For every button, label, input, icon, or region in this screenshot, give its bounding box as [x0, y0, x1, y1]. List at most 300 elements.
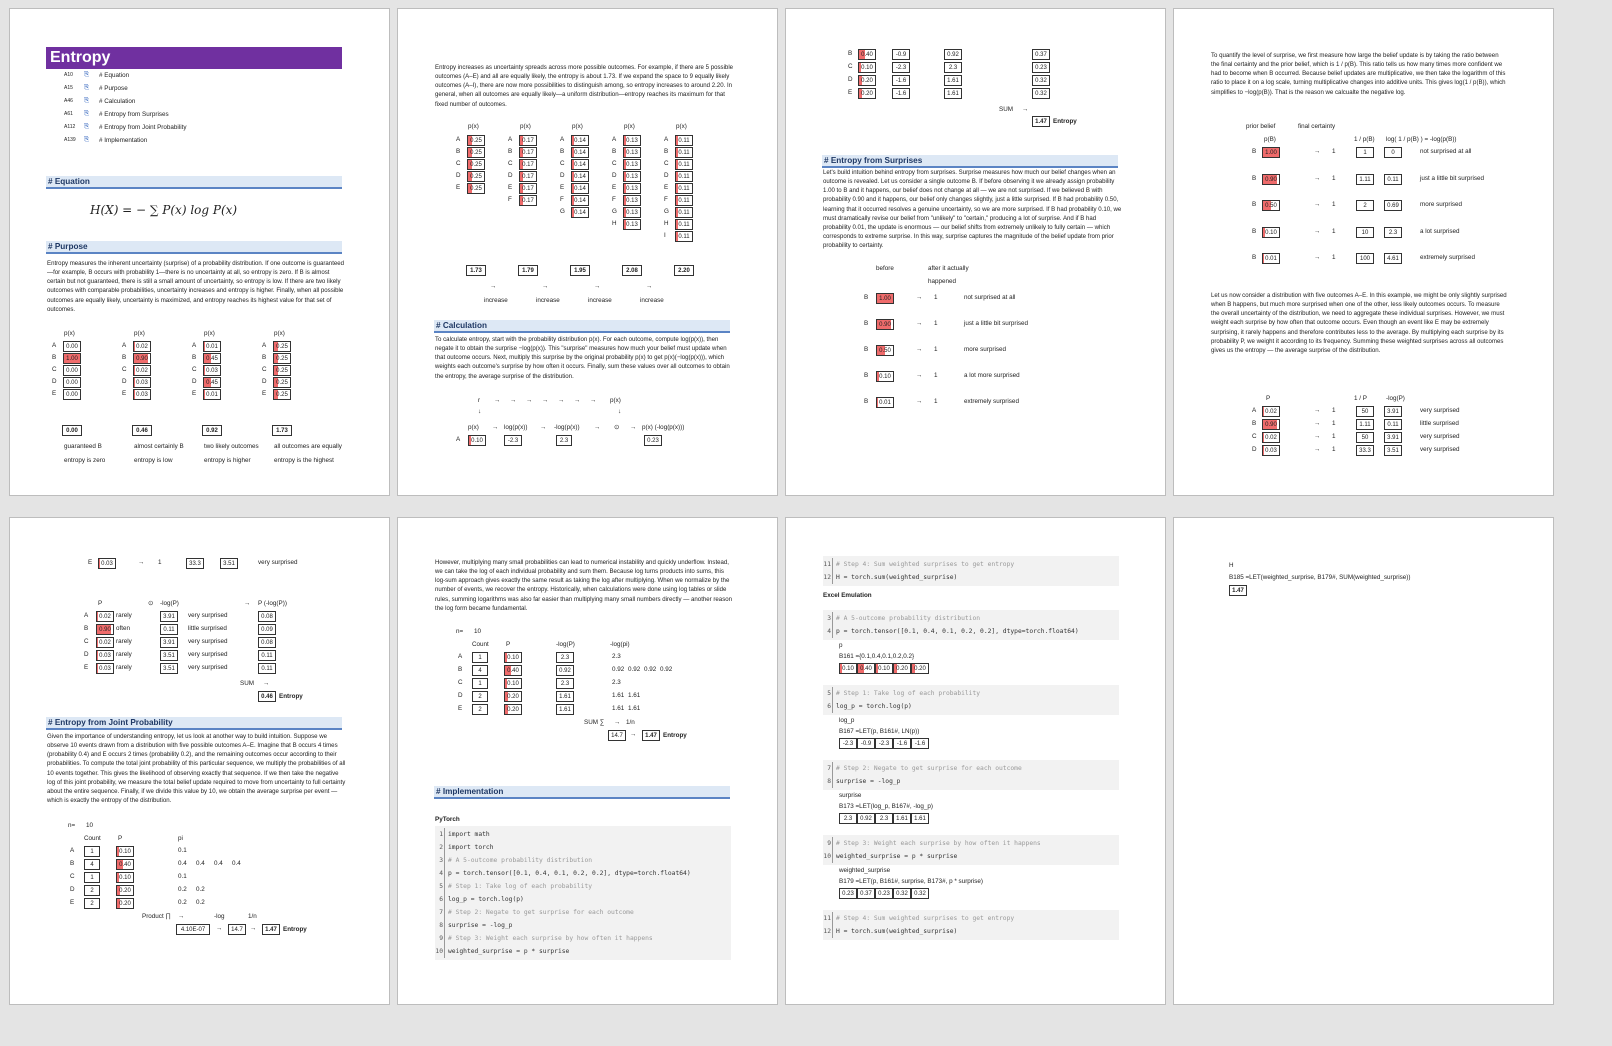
- row-letter: E: [458, 705, 463, 712]
- surprise-description: a lot more surprised: [964, 372, 1020, 379]
- prior-cell: [876, 319, 894, 330]
- cell-value: 10: [1361, 229, 1369, 236]
- logsum-paragraph: However, multiplying many small probabilities can lead to numerical instability and quickly underflow. Instead, we can take the log of each individual probability and sum them. Because log turns products into sums, this log-sum approach gives exactly the same result as taking the log after multiplying. When we normalize by the number of events, we recover the entropy. Historically, when calculations were done using log tables or slide rules, summing logarithms was also far easier than multiplying many small numbers directly — another reason the log form became fundamental.: [435, 559, 733, 612]
- cell-value: 2: [90, 901, 94, 907]
- page-3: [785, 8, 1166, 496]
- cell-value: 0.10: [471, 438, 483, 444]
- pi-value: 1.61: [628, 705, 641, 712]
- uniform-tables: [454, 123, 754, 313]
- surprise-description: very surprised: [1420, 433, 1460, 440]
- neglog-cell: [556, 435, 572, 446]
- cell-value: 0.17: [522, 138, 534, 144]
- certainty-value: 1: [1332, 433, 1336, 440]
- cell-value: 0.00: [66, 380, 78, 386]
- array-cell: [839, 813, 857, 824]
- cell-value: -1.6: [895, 78, 907, 84]
- cell-value: 0.40: [507, 668, 519, 674]
- row-letter: H: [612, 220, 617, 227]
- surprise-description: very surprised: [188, 664, 228, 671]
- cell-value: 0.13: [626, 162, 638, 168]
- surprise-description: very surprised: [188, 638, 228, 645]
- prior-cell: [1262, 174, 1280, 185]
- header-p: P: [506, 641, 511, 648]
- p-cell: [858, 62, 876, 73]
- pi-value: 0.92: [612, 666, 625, 673]
- arrow: →: [1314, 201, 1321, 208]
- probability-cell: [623, 159, 641, 170]
- probability-cell: [203, 377, 221, 388]
- code-line: [823, 558, 1119, 571]
- header-p: P: [118, 835, 123, 842]
- log-cell: [1384, 445, 1402, 456]
- cell-value: 1.61: [896, 816, 908, 822]
- log-cell: [1384, 174, 1402, 185]
- cell-value: 0.13: [626, 210, 638, 216]
- row-letter: B: [664, 148, 669, 155]
- line-number: 1: [435, 828, 445, 841]
- code-comment: # Step 2: Negate to get surprise for each outcome: [448, 909, 634, 916]
- cell-value: 0.90: [1265, 422, 1277, 428]
- count-cell: [84, 885, 100, 896]
- cell-value: 1.47: [265, 927, 277, 933]
- variable-label: surprise: [839, 792, 862, 799]
- cell-value: 0.20: [119, 888, 131, 894]
- column-header: p(x): [134, 330, 145, 337]
- row-letter: D: [1252, 446, 1257, 453]
- code-comment: # Step 4: Sum weighted surprises to get entropy: [836, 915, 1015, 922]
- neglog-cell: [944, 49, 962, 60]
- log-cell: [160, 624, 178, 635]
- probability-cell: [203, 389, 221, 400]
- cell-value: 0.32: [914, 891, 926, 897]
- p-cell: [504, 665, 522, 676]
- header-p: P: [98, 600, 103, 607]
- array-cell: [893, 888, 911, 899]
- p-cell: [96, 663, 114, 674]
- probability-cell: [203, 341, 221, 352]
- entropy-cell: [262, 924, 280, 935]
- line-number: 3: [435, 854, 445, 867]
- cell-value: 1.61: [559, 707, 571, 713]
- cell-value: -0.9: [860, 741, 872, 747]
- certainty-value: 1: [158, 559, 162, 566]
- link-icon: ⎘: [84, 84, 90, 91]
- cell-value: 2.08: [626, 268, 638, 274]
- array-cell: [911, 813, 929, 824]
- cell-value: 0.14: [574, 150, 586, 156]
- arrow: →: [1314, 174, 1321, 182]
- row-letter: D: [52, 378, 57, 385]
- code-line: [823, 700, 1119, 713]
- row-letter: B: [122, 354, 127, 361]
- arrow: →: [1314, 148, 1321, 155]
- code-text: weighted_surprise = p * surprise: [836, 853, 958, 860]
- certainty-value: 1: [1332, 446, 1336, 453]
- cell-value: 0.90: [879, 322, 891, 328]
- joint-probability-table: [66, 822, 366, 952]
- code-line: [823, 837, 1119, 850]
- weighted-paragraph: Let us now consider a distribution with five outcomes A–E. In this example, we might be only slightly surprised when B happens, but much more surprised when one of the other, less likely outcomes occurs. To measure the overall uncertainty of the distribution, we need to aggregate these individual surprises. However, we must weight each surprise by how often that outcome occurs. Even though an event like E may be extremely surprising, it rarely happens and therefore contributes less to the average. By multiplying each surprise by its probability P, we weight it according to its frequency. Summing these weighted surprises across all outcomes gives us the entropy — the average surprise of the distribution.: [1211, 292, 1507, 354]
- row-letter: E: [84, 664, 89, 671]
- code-text: import math: [448, 831, 490, 838]
- code-block: [823, 760, 1119, 790]
- toc-link[interactable]: # Equation: [99, 72, 130, 79]
- certainty-value: 1: [1332, 174, 1336, 182]
- caption-line-1: almost certainly B: [134, 443, 184, 450]
- cell-value: 3.51: [163, 666, 175, 672]
- probability-cell: [467, 135, 485, 146]
- probability-cell: [623, 207, 641, 218]
- toc-link[interactable]: # Entropy from Joint Probability: [99, 124, 187, 131]
- line-number: 12: [823, 925, 833, 938]
- p-cell: [96, 611, 114, 622]
- pi-value: 0.2: [196, 899, 205, 906]
- cell-value: 0.11: [678, 150, 690, 156]
- toc-link[interactable]: # Calculation: [99, 98, 136, 105]
- neglog-cell: [556, 704, 574, 715]
- p-cell: [116, 859, 134, 870]
- line-number: 9: [435, 932, 445, 945]
- n-value: 10: [474, 628, 482, 635]
- arrow: →: [494, 397, 501, 404]
- line-number: 10: [435, 945, 445, 958]
- cell-value: 0.40: [860, 666, 872, 672]
- arrow: →: [916, 346, 923, 353]
- arrow: →: [916, 320, 923, 327]
- cell-value: 0.23: [647, 438, 659, 444]
- line-number: 10: [823, 850, 833, 863]
- header-pb: p(B): [1264, 136, 1276, 143]
- array-cell: [857, 888, 875, 899]
- code-line: [435, 945, 731, 958]
- row-letter: E: [848, 89, 853, 96]
- column-header: p(x): [64, 330, 75, 337]
- cell-value: 0.25: [470, 150, 482, 156]
- code-line: [823, 571, 1119, 584]
- row-letter: E: [192, 390, 197, 397]
- surprise-description: very surprised: [188, 612, 228, 619]
- probability-cell: [273, 353, 291, 364]
- inverse-cell: [1356, 253, 1374, 264]
- count-cell: [472, 652, 488, 663]
- pi-value: 1.61: [628, 692, 641, 699]
- count-cell: [472, 704, 488, 715]
- cell-value: 0.90: [99, 627, 111, 633]
- cell-value: 0.14: [574, 210, 586, 216]
- cell-value: 0.09: [261, 627, 273, 633]
- cell-value: 0.40: [861, 52, 873, 58]
- code-line: [823, 687, 1119, 700]
- row-letter: C: [848, 63, 853, 70]
- arrow: →: [574, 397, 581, 404]
- cell-value: 1.11: [1359, 422, 1371, 428]
- cell-value: 0.11: [678, 186, 690, 192]
- code-text: H = torch.sum(weighted_surprise): [836, 928, 958, 935]
- h-value-cell: 1.47: [1229, 585, 1247, 596]
- arrow: →: [250, 925, 257, 932]
- p-cell: [116, 846, 134, 857]
- probability-cell: [675, 195, 693, 206]
- certainty-value: 1: [1332, 227, 1336, 235]
- frequency-label: rarely: [116, 612, 132, 619]
- cell-value: 0.20: [507, 707, 519, 713]
- cell-value: 0.10: [119, 849, 131, 855]
- weighted-cell: [1032, 75, 1050, 86]
- row-letter: B: [458, 666, 463, 673]
- caption-line-2: entropy is higher: [204, 457, 251, 464]
- link-icon: ⎘: [84, 110, 90, 117]
- code-text: H = torch.sum(weighted_surprise): [836, 574, 958, 581]
- p-cell: [504, 704, 522, 715]
- cell-value: 0.00: [66, 344, 78, 350]
- entropy-cell: [132, 425, 152, 436]
- cell-value: 0.03: [1265, 448, 1277, 454]
- calc-header: -log(p(x)): [554, 424, 580, 431]
- cell-value: 0.11: [678, 198, 690, 204]
- row-letter: A: [52, 342, 57, 349]
- page-4: [1173, 8, 1554, 496]
- entropy-cell: [570, 265, 590, 276]
- n-label: n=: [456, 628, 464, 635]
- cell-value: 0.20: [119, 901, 131, 907]
- cell-value: 0.01: [1265, 256, 1277, 262]
- surprise-description: not surprised at all: [1420, 148, 1472, 155]
- calc-header: p(x): [468, 424, 479, 431]
- entropy-cell: [642, 730, 660, 741]
- cell-value: 0.08: [261, 614, 273, 620]
- cell-value: 3.91: [1387, 409, 1399, 415]
- code-line: [823, 912, 1119, 925]
- link-icon: ⎘: [84, 136, 90, 143]
- cell-value: 0.03: [99, 666, 111, 672]
- caption-line-2: entropy is low: [134, 457, 173, 464]
- cell-value: 2.20: [678, 268, 690, 274]
- p-cell: [96, 624, 114, 635]
- weighted-cell: [1032, 49, 1050, 60]
- row-letter: A: [456, 436, 461, 443]
- cell-value: 4: [90, 862, 94, 868]
- neglog-cell: [944, 62, 962, 73]
- div-label: 1/n: [626, 719, 635, 726]
- line-number: 5: [823, 687, 833, 700]
- p-cell: [468, 435, 486, 446]
- cell-value: 0.37: [1035, 52, 1047, 58]
- row-letter: B: [1252, 254, 1257, 261]
- cell-value: 1: [90, 875, 94, 881]
- cell-value: 0.10: [861, 65, 873, 71]
- weighted-cell: [1032, 62, 1050, 73]
- row-letter: E: [560, 184, 565, 191]
- neglog-cell: [944, 75, 962, 86]
- probability-cell: [467, 147, 485, 158]
- header-log: -log(P): [160, 600, 179, 607]
- log-cell: [504, 435, 522, 446]
- column-header: p(x): [572, 123, 583, 130]
- cell-value: 0.02: [99, 640, 111, 646]
- calculation-diagram: [454, 397, 754, 457]
- row-letter: D: [664, 172, 669, 179]
- pytorch-label: PyTorch: [435, 816, 460, 823]
- entropy-summary-table: [842, 49, 1142, 129]
- cell-value: 3.91: [1387, 435, 1399, 441]
- row-letter: D: [508, 172, 513, 179]
- pi-value: 2.3: [612, 679, 621, 686]
- row-letter: D: [262, 378, 267, 385]
- line-number: 6: [435, 893, 445, 906]
- pi-value: 0.92: [628, 666, 641, 673]
- code-comment: # Step 4: Sum weighted surprises to get entropy: [836, 561, 1015, 568]
- certainty-value: 1: [1332, 148, 1336, 155]
- probability-cell: [571, 171, 589, 182]
- cell-value: -1.6: [914, 741, 926, 747]
- cell-value: 50: [1361, 435, 1369, 441]
- cell-value: 0.10: [1265, 229, 1277, 236]
- code-block: [823, 610, 1119, 640]
- code-line: [435, 867, 731, 880]
- cell-value: 3.51: [223, 561, 235, 567]
- row-letter: F: [612, 196, 616, 203]
- line-number: 12: [823, 571, 833, 584]
- probability-cell: [623, 135, 641, 146]
- array-cell: [911, 738, 929, 749]
- probability-cell: [467, 159, 485, 170]
- header-count: Count: [84, 835, 101, 842]
- cell-value: 2.3: [948, 65, 958, 71]
- probability-cell: [467, 183, 485, 194]
- probability-cell: [519, 147, 537, 158]
- cell-value: 0.11: [261, 653, 273, 659]
- cell-value: 0.25: [276, 344, 288, 350]
- arrow: →: [510, 397, 517, 404]
- cell-value: 14.7: [611, 733, 623, 739]
- weighted-cell: [258, 611, 276, 622]
- pi-value: 1.61: [612, 705, 625, 712]
- p-cell: [96, 650, 114, 661]
- odot-symbol: ⊙: [614, 424, 620, 431]
- array-cell: [893, 813, 911, 824]
- arrow: →: [1314, 433, 1321, 440]
- entropy-cell: [272, 425, 292, 436]
- probability-cell: [467, 171, 485, 182]
- row-letter: C: [508, 160, 513, 167]
- cell-value: 0.17: [522, 198, 534, 204]
- arrow: →: [1314, 227, 1321, 235]
- row-letter: C: [458, 679, 463, 686]
- sum-label: SUM ∑: [584, 719, 605, 726]
- code-block: [823, 685, 1119, 715]
- cell-value: 0.14: [574, 162, 586, 168]
- surprise-description: very surprised: [1420, 446, 1460, 453]
- surprise-description: very surprised: [258, 559, 298, 566]
- toc-link[interactable]: # Implementation: [99, 137, 148, 144]
- code-text: weighted_surprise = p * surprise: [448, 948, 570, 955]
- toc-link[interactable]: # Entropy from Surprises: [99, 111, 169, 118]
- row-letter: E: [52, 390, 57, 397]
- entropy-label: Entropy: [1053, 118, 1077, 125]
- arrow: →: [558, 397, 565, 404]
- probability-cell: [675, 183, 693, 194]
- log-cell: [892, 49, 910, 60]
- header-prior: prior belief: [1246, 123, 1276, 130]
- entropy-cell: [674, 265, 694, 276]
- inverse-cell: [1356, 445, 1374, 456]
- arrow: →: [916, 398, 923, 405]
- caption-line-1: all outcomes are equally: [274, 443, 342, 450]
- probability-cell: [623, 183, 641, 194]
- n-label: n=: [68, 822, 76, 829]
- section-purpose: # Purpose: [46, 241, 342, 254]
- log-cell: [1384, 147, 1402, 158]
- count-cell: [84, 846, 100, 857]
- cell-value: 0.13: [626, 150, 638, 156]
- prior-cell: [1262, 200, 1280, 211]
- cell-value: 0.00: [66, 428, 78, 434]
- toc-link[interactable]: # Purpose: [99, 85, 128, 92]
- increase-label: increase: [640, 297, 664, 304]
- cell-value: 2.3: [1388, 229, 1398, 236]
- cell-value: 0.50: [879, 348, 891, 354]
- row-letter: A: [70, 847, 75, 854]
- certainty-value: 1: [1332, 201, 1336, 208]
- cell-value: 1.47: [1035, 119, 1047, 125]
- header-inv: 1 / P: [1354, 395, 1367, 402]
- entropy-cell: [62, 425, 82, 436]
- cell-value: 0.25: [470, 138, 482, 144]
- array-cell: [893, 738, 911, 749]
- probability-cell: [519, 135, 537, 146]
- probability-cell: [133, 377, 151, 388]
- n-value: 10: [86, 822, 94, 829]
- caption-line-2: entropy is the highest: [274, 457, 334, 464]
- row-letter: C: [262, 366, 267, 373]
- cell-value: 2.3: [560, 655, 570, 661]
- frequency-label: rarely: [116, 638, 132, 645]
- p-cell: [858, 75, 876, 86]
- row-letter: D: [458, 692, 463, 699]
- code-text: p = torch.tensor([0.1, 0.4, 0.1, 0.2, 0.2], dtype=torch.float64): [448, 870, 691, 877]
- probability-cell: [273, 365, 291, 376]
- row-letter: E: [612, 184, 617, 191]
- code-line: [823, 762, 1119, 775]
- cell-value: 1.00: [66, 356, 78, 362]
- pi-value: 0.2: [178, 899, 187, 906]
- header-after-2: happened: [928, 278, 957, 285]
- row-letter: D: [192, 378, 197, 385]
- cell-value: 0.10: [507, 655, 519, 661]
- row-letter: A: [664, 136, 669, 143]
- variable-label: log_p: [839, 717, 855, 724]
- surprise-description: more surprised: [964, 346, 1006, 353]
- section-calculation: # Calculation: [434, 320, 730, 333]
- row-letter: B: [70, 860, 75, 867]
- arrow: →: [526, 397, 533, 404]
- cell-value: 1: [478, 655, 482, 661]
- p-cell: [1262, 406, 1280, 417]
- pi-value: 0.4: [196, 860, 205, 867]
- inverse-cell: [1356, 147, 1374, 158]
- cell-value: 0.90: [136, 356, 148, 362]
- arrow: →: [542, 283, 549, 290]
- row-letter: D: [848, 76, 853, 83]
- variable-label: p: [839, 642, 843, 649]
- array-cell: [857, 663, 875, 674]
- row-letter: D: [84, 651, 89, 658]
- entropy-cell: [466, 265, 486, 276]
- array-cell: [839, 738, 857, 749]
- log-cell: [1384, 227, 1402, 238]
- row-letter: B: [1252, 420, 1257, 427]
- cell-value: 0.13: [626, 174, 638, 180]
